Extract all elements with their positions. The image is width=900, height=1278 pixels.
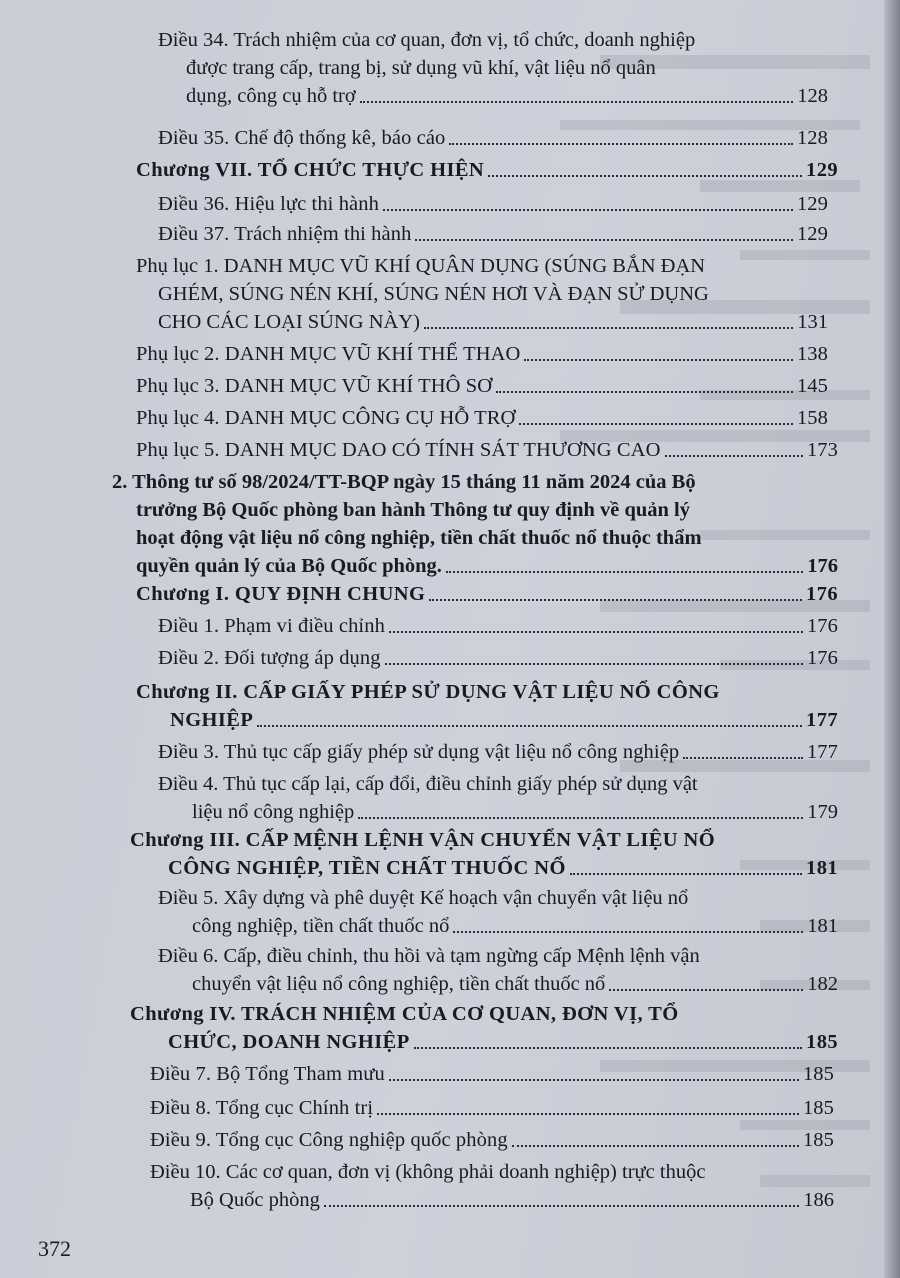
toc-entry-text: Điều 2. Đối tượng áp dụng xyxy=(158,647,381,669)
toc-page-number: 176 xyxy=(807,555,838,577)
dot-leader xyxy=(358,817,803,819)
toc-page-number: 177 xyxy=(806,741,838,763)
dot-leader xyxy=(519,423,792,425)
toc-chapter-iv xyxy=(130,1000,838,1056)
toc-entry-text: trưởng Bộ Quốc phòng ban hành Thông tư quy định về quản lý xyxy=(136,499,690,521)
toc-page-number: 181 xyxy=(807,915,838,937)
toc-entry-text: Chương IV. TRÁCH NHIỆM CỦA CƠ QUAN, ĐƠN VỊ, TỔ xyxy=(130,1003,679,1025)
toc-entry-text: hoạt động vật liệu nổ công nghiệp, tiền chất thuốc nổ thuộc thẩm xyxy=(136,527,702,549)
dot-leader xyxy=(524,359,792,361)
toc-entry-text: chuyển vật liệu nổ công nghiệp, tiền chất thuốc nổ xyxy=(192,973,606,995)
toc-chapter-ii xyxy=(136,678,838,734)
toc-page-number: 138 xyxy=(796,343,828,365)
toc-entry-dieu-5 xyxy=(158,884,838,940)
toc-page-number: 176 xyxy=(806,615,838,637)
toc-entry-text: CHO CÁC LOẠI SÚNG NÀY) xyxy=(158,311,420,333)
toc-entry-text: Điều 37. Trách nhiệm thi hành xyxy=(158,223,412,245)
toc-entry-text: Phụ lục 2. DANH MỤC VŨ KHÍ THỂ THAO xyxy=(136,343,521,365)
dot-leader xyxy=(389,631,803,633)
toc-entry-dieu-4 xyxy=(158,770,838,826)
dot-leader xyxy=(429,599,802,601)
toc-entry-text: Phụ lục 5. DANH MỤC DAO CÓ TÍNH SÁT THƯƠNG CAO xyxy=(136,439,661,461)
toc-entry-phu-luc-5 xyxy=(136,436,838,464)
dot-leader xyxy=(414,1047,802,1049)
toc-entry-text: Phụ lục 4. DANH MỤC CÔNG CỤ HỖ TRỢ xyxy=(136,407,516,429)
toc-page-number: 128 xyxy=(797,85,828,107)
toc-entry-text: Điều 3. Thủ tục cấp giấy phép sử dụng vật liệu nổ công nghiệp xyxy=(158,741,680,763)
toc-entry-dieu-7 xyxy=(150,1060,834,1088)
dot-leader xyxy=(385,663,803,665)
toc-entry-phu-luc-1 xyxy=(136,252,828,336)
toc-entry-dieu-1 xyxy=(158,612,838,640)
toc-entry-dieu-36 xyxy=(158,190,828,218)
toc-page-number: 128 xyxy=(796,127,828,149)
toc-entry-text: Điều 9. Tổng cục Công nghiệp quốc phòng xyxy=(150,1129,508,1151)
dot-leader xyxy=(383,209,793,211)
dot-leader xyxy=(609,989,803,991)
toc-entry-text: Điều 34. Trách nhiệm của cơ quan, đơn vị, tổ chức, doanh nghiệp xyxy=(158,29,696,51)
toc-entry-text: Điều 1. Phạm vi điều chỉnh xyxy=(158,615,385,637)
toc-page-number: 145 xyxy=(796,375,828,397)
toc-page-number: 129 xyxy=(796,193,828,215)
dot-leader xyxy=(377,1113,799,1115)
toc-entry-text: Điều 36. Hiệu lực thi hành xyxy=(158,193,379,215)
toc-entry-text: CHỨC, DOANH NGHIỆP xyxy=(168,1031,410,1053)
dot-leader xyxy=(488,175,802,177)
toc-chapter-i xyxy=(136,580,838,608)
toc-entry-phu-luc-2 xyxy=(136,340,828,368)
toc-entry-text: Chương I. QUY ĐỊNH CHUNG xyxy=(136,583,426,605)
toc-entry-phu-luc-4 xyxy=(136,404,828,432)
toc-document-thong-tu-98 xyxy=(112,468,838,580)
dot-leader xyxy=(496,391,793,393)
toc-page-number: 181 xyxy=(806,857,838,879)
toc-entry-dieu-35 xyxy=(158,124,828,152)
toc-entry-dieu-8 xyxy=(150,1094,834,1122)
dot-leader xyxy=(415,239,793,241)
dot-leader xyxy=(665,455,803,457)
toc-entry-dieu-10 xyxy=(150,1158,834,1214)
toc-page-number: 176 xyxy=(806,583,838,605)
toc-page-number: 129 xyxy=(806,159,838,181)
toc-page-number: 185 xyxy=(802,1129,834,1151)
toc-entry-dieu-37 xyxy=(158,220,828,248)
toc-entry-text: được trang cấp, trang bị, sử dụng vũ khí, vật liệu nổ quân xyxy=(186,57,656,79)
dot-leader xyxy=(453,931,803,933)
dot-leader xyxy=(449,143,793,145)
toc-entry-text: Điều 6. Cấp, điều chỉnh, thu hồi và tạm ngừng cấp Mệnh lệnh vận xyxy=(158,945,700,967)
toc-entry-text: quyền quản lý của Bộ Quốc phòng. xyxy=(136,555,442,577)
toc-entry-text: công nghiệp, tiền chất thuốc nổ xyxy=(192,915,450,937)
toc-entry-dieu-34 xyxy=(158,26,828,110)
page-number: 372 xyxy=(38,1236,71,1261)
page-gutter-edge xyxy=(884,0,900,1278)
dot-leader xyxy=(360,101,794,103)
toc-entry-text: NGHIỆP xyxy=(170,709,254,731)
dot-leader xyxy=(324,1205,799,1207)
toc-entry-text: CÔNG NGHIỆP, TIỀN CHẤT THUỐC NỔ xyxy=(168,857,566,879)
dot-leader xyxy=(512,1145,799,1147)
toc-entry-text: Điều 7. Bộ Tổng Tham mưu xyxy=(150,1063,385,1085)
toc-entry-text: Phụ lục 1. DANH MỤC VŨ KHÍ QUÂN DỤNG (SÚNG BẮN ĐẠN xyxy=(136,255,706,277)
toc-page-number: 182 xyxy=(807,973,838,995)
toc-page-number: 177 xyxy=(806,709,838,731)
toc-entry-text: liệu nổ công nghiệp xyxy=(192,801,355,823)
toc-page-number: 176 xyxy=(806,647,838,669)
toc-entry-dieu-9 xyxy=(150,1126,834,1154)
toc-page-number: 131 xyxy=(797,311,828,333)
dot-leader xyxy=(446,571,803,573)
toc-entry-text: dụng, công cụ hỗ trợ xyxy=(186,85,356,107)
dot-leader xyxy=(257,725,802,727)
toc-page-number: 129 xyxy=(796,223,828,245)
toc-entry-text: Điều 4. Thủ tục cấp lại, cấp đổi, điều chỉnh giấy phép sử dụng vật xyxy=(158,773,698,795)
toc-entry-dieu-6 xyxy=(158,942,838,998)
toc-entry-text: Điều 5. Xây dựng và phê duyệt Kế hoạch vận chuyển vật liệu nổ xyxy=(158,887,689,909)
toc-page-number: 185 xyxy=(806,1031,838,1053)
toc-entry-text: 2. Thông tư số 98/2024/TT-BQP ngày 15 tháng 11 năm 2024 của Bộ xyxy=(112,471,696,493)
toc-entry-dieu-3 xyxy=(158,738,838,766)
toc-entry-text: Bộ Quốc phòng xyxy=(190,1189,320,1211)
dot-leader xyxy=(683,757,803,759)
dot-leader xyxy=(570,873,802,875)
toc-page-number: 185 xyxy=(802,1097,834,1119)
toc-entry-text: GHÉM, SÚNG NÉN KHÍ, SÚNG NÉN HƠI VÀ ĐẠN SỬ DỤNG xyxy=(158,283,709,305)
toc-page-number: 158 xyxy=(796,407,828,429)
toc-page-number: 179 xyxy=(807,801,838,823)
toc-entry-phu-luc-3 xyxy=(136,372,828,400)
toc-entry-text: Chương VII. TỔ CHỨC THỰC HIỆN xyxy=(136,159,485,181)
toc-page-number: 185 xyxy=(802,1063,834,1085)
dot-leader xyxy=(389,1079,799,1081)
toc-entry-text: Chương III. CẤP MỆNH LỆNH VẬN CHUYỂN VẬT LIỆU NỔ xyxy=(130,829,716,851)
toc-entry-dieu-2 xyxy=(158,644,838,672)
toc-page-number: 186 xyxy=(803,1189,834,1211)
toc-entry-text: Điều 35. Chế độ thống kê, báo cáo xyxy=(158,127,446,149)
toc-page-number: 173 xyxy=(806,439,838,461)
toc-entry-text: Điều 8. Tổng cục Chính trị xyxy=(150,1097,374,1119)
toc-entry-text: Chương II. CẤP GIẤY PHÉP SỬ DỤNG VẬT LIỆU NỔ CÔNG xyxy=(136,681,720,703)
toc-entry-text: Điều 10. Các cơ quan, đơn vị (không phải doanh nghiệp) trực thuộc xyxy=(150,1161,706,1183)
toc-chapter-vii xyxy=(136,156,838,184)
dot-leader xyxy=(424,327,793,329)
toc-chapter-iii xyxy=(130,826,838,882)
toc-entry-text: Phụ lục 3. DANH MỤC VŨ KHÍ THÔ SƠ xyxy=(136,375,493,397)
